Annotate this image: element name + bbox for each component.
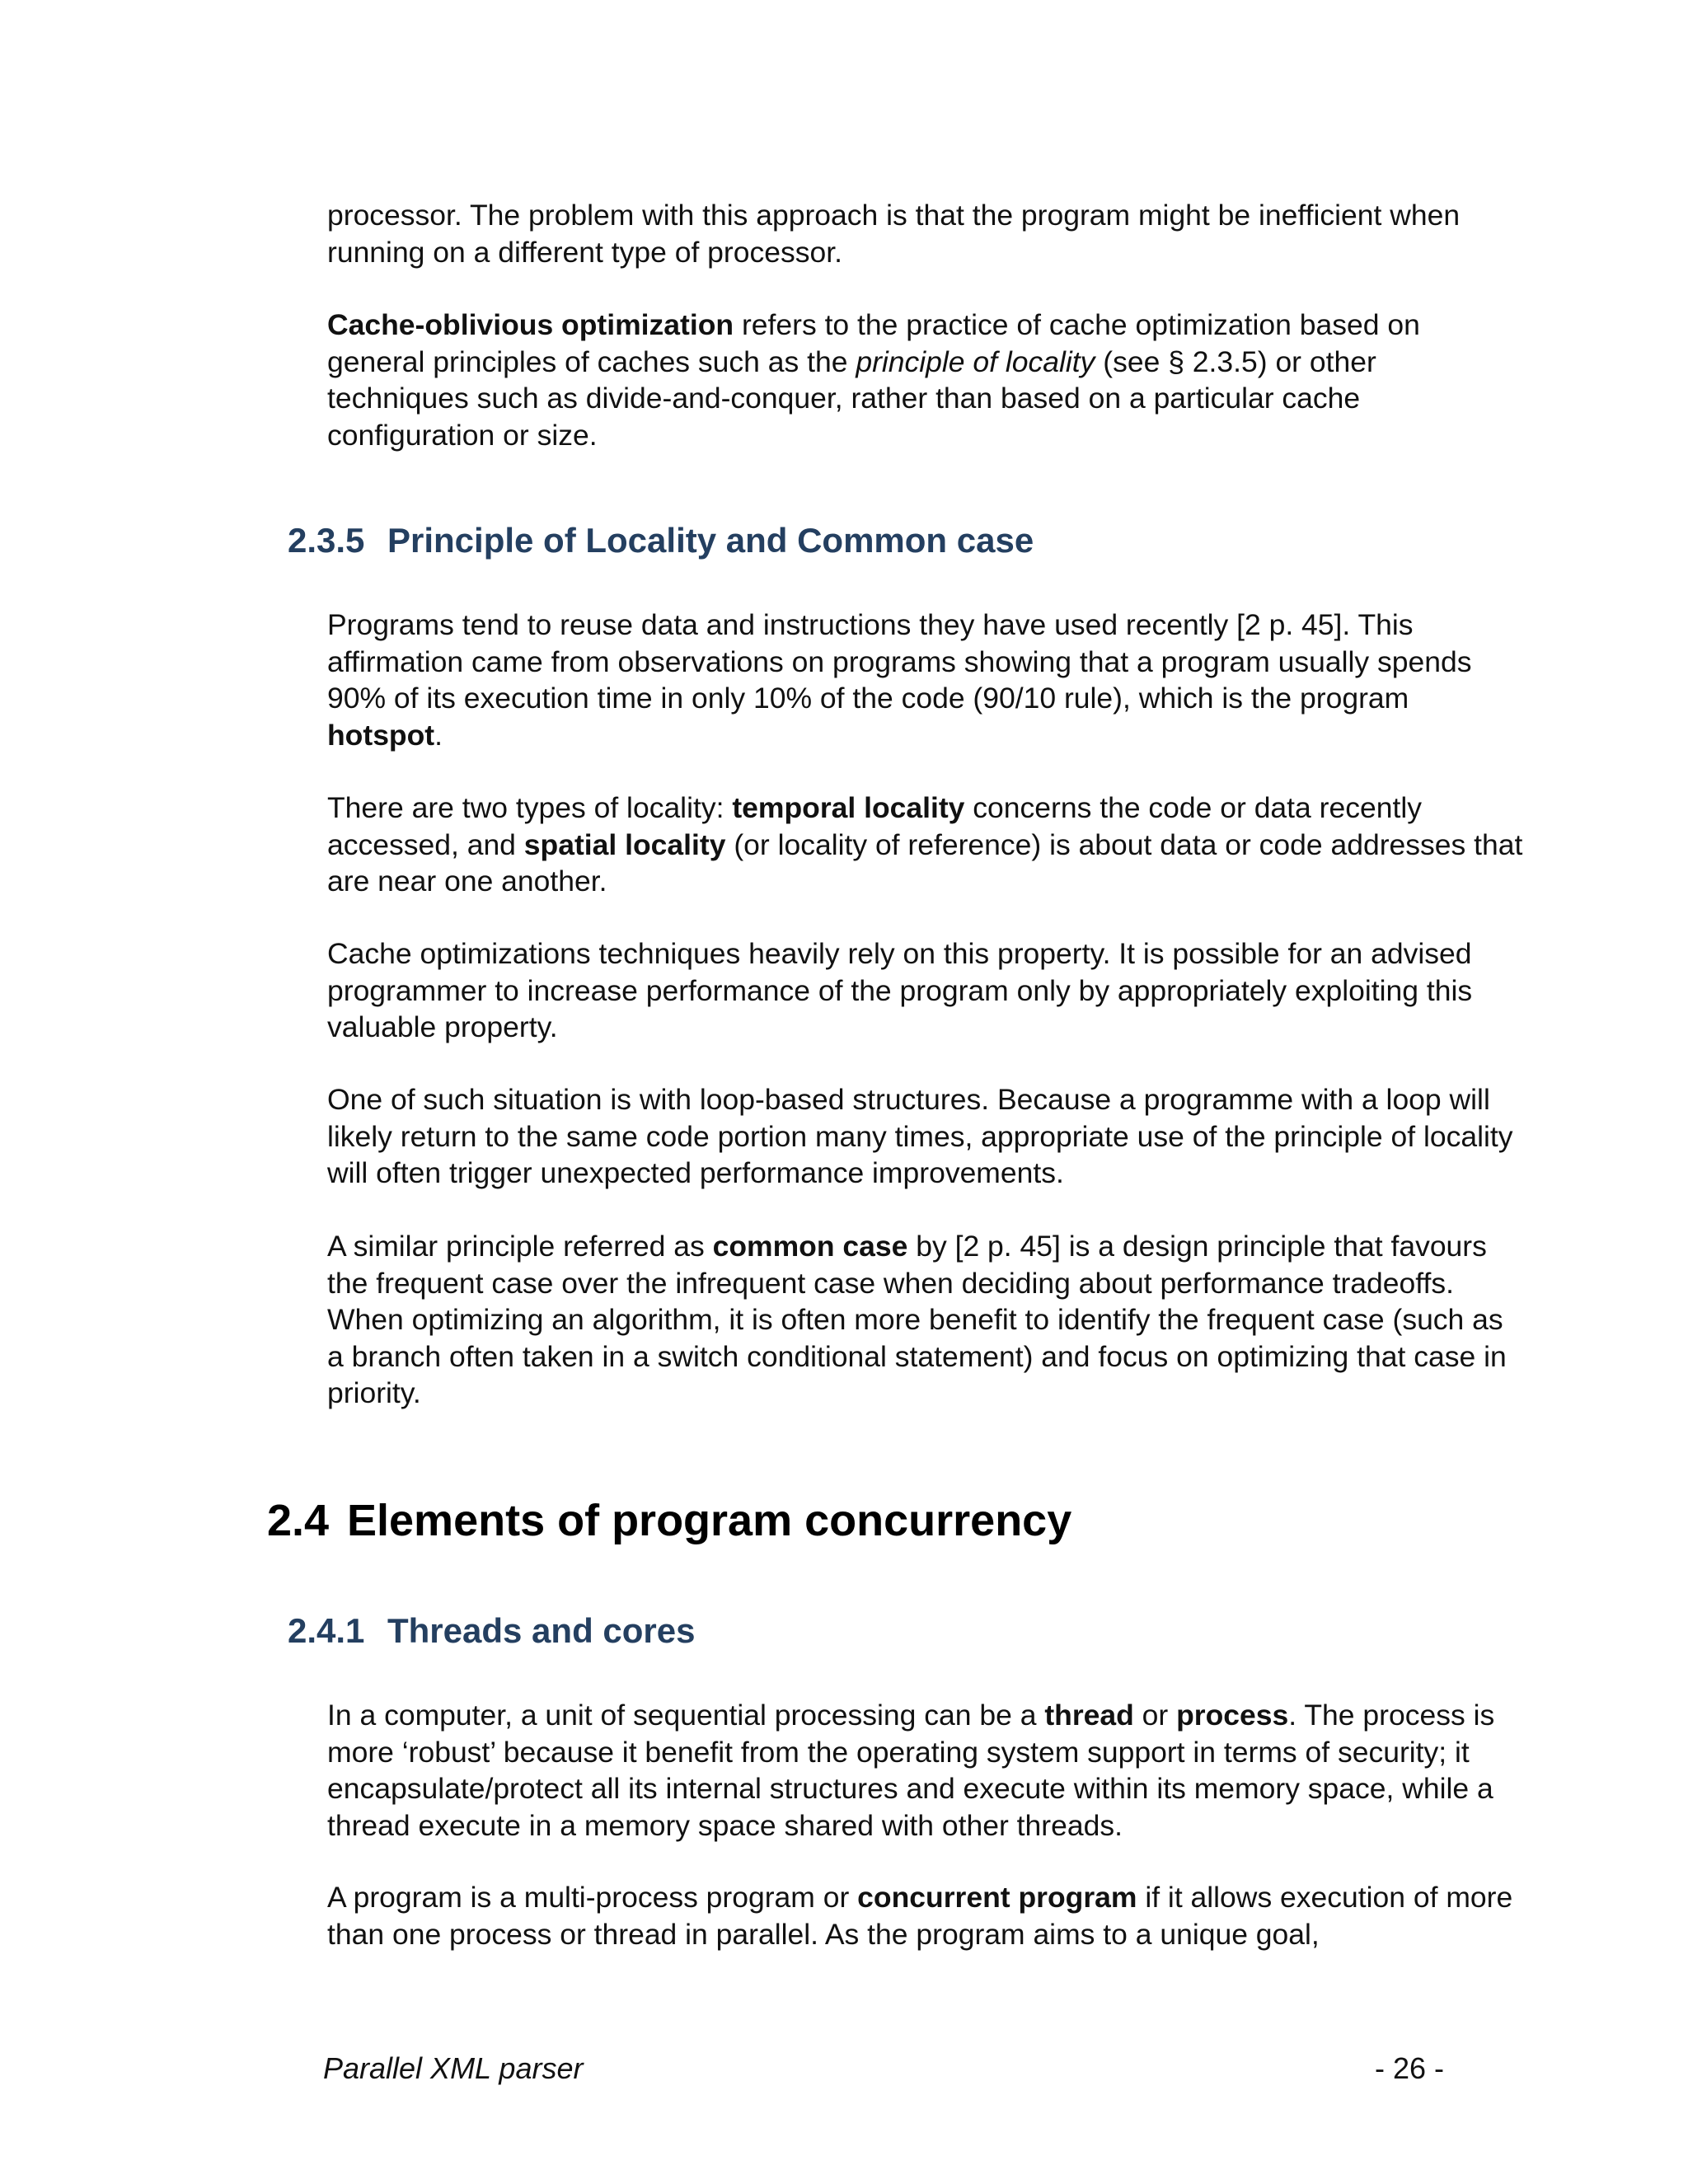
paragraph-threads xyxy=(327,1697,1535,1844)
bold-term: spatial locality xyxy=(523,827,726,861)
bold-term: Cache-oblivious optimization xyxy=(327,308,734,341)
section-heading-2-4 xyxy=(267,1494,1071,1547)
text-run: concerns the code or data recently accessed, and xyxy=(327,791,1422,861)
footer-page-number: - 26 - xyxy=(1375,2051,1445,2085)
text-line: running on a different type of processor. xyxy=(327,235,842,269)
bold-term: hotspot xyxy=(327,718,435,752)
paragraph-cache-optimizations xyxy=(327,935,1498,1046)
text-run: (or locality of reference) is about data or code addresses that are near one another. xyxy=(327,827,1523,898)
text-run: refers to the practice of cache optimization based on general principles of caches such as the xyxy=(327,308,1420,378)
text-line: processor. The problem with this approach is that the program might be inefficient when xyxy=(327,199,1461,232)
section-heading-2-4-1 xyxy=(288,1610,695,1652)
section-heading-2-3-5 xyxy=(288,520,1034,561)
paragraph-concurrent-program xyxy=(327,1879,1531,1952)
text-run: One of such situation is with loop-based structures. Because a programme with a loop will likely return to the same code portion many times, appropriate use of the principle of locality will often trigger unexpected performance improvements. xyxy=(327,1083,1513,1189)
text-run: Cache optimizations techniques heavily rely on this property. It is possible for an advised programmer to increase performance of the program only by appropriately exploiting this valuable property. xyxy=(327,937,1473,1043)
section-number: 2.4 xyxy=(267,1496,330,1545)
text-run: There are two types of locality: xyxy=(327,791,733,824)
section-title: Principle of Locality and Common case xyxy=(387,521,1034,560)
bold-term: thread xyxy=(1044,1699,1134,1732)
bold-term: temporal locality xyxy=(732,791,965,824)
paragraph-intro xyxy=(327,197,1547,270)
paragraph-cache-oblivious xyxy=(327,307,1489,453)
paragraph-loop-structures xyxy=(327,1081,1547,1192)
paragraph-common-case xyxy=(327,1228,1514,1412)
text-run: A similar principle referred as xyxy=(327,1230,713,1263)
bold-term: concurrent program xyxy=(857,1881,1137,1914)
bold-term: common case xyxy=(712,1230,908,1263)
bold-term: process xyxy=(1176,1699,1289,1732)
section-title: Elements of program concurrency xyxy=(347,1496,1072,1545)
text-run: . The process is more ‘robust’ because it benefit from the operating system support in terms of security; it encapsulate/protect all its internal structures and execute within its memory space, while a thread execute in a memory space shared with other threads. xyxy=(327,1699,1495,1842)
section-title: Threads and cores xyxy=(387,1611,696,1650)
text-run: A program is a multi-process program or xyxy=(327,1881,858,1914)
section-number: 2.4.1 xyxy=(288,1611,365,1650)
text-run: or xyxy=(1133,1699,1177,1732)
text-run: In a computer, a unit of sequential processing can be a xyxy=(327,1699,1045,1732)
text-run: Programs tend to reuse data and instructions they have used recently [2 p. 45]. This affirmation came from observations on programs showing that a program usually spends 90% of its execution time in only 10% of the code (90/10 rule), which is the program xyxy=(327,608,1472,715)
text-run: . xyxy=(434,718,443,752)
text-run: if it allows execution of more than one process or thread in parallel. As the program aims to a unique goal, xyxy=(327,1881,1513,1951)
paragraph-locality-types xyxy=(327,790,1547,900)
section-number: 2.3.5 xyxy=(288,521,365,560)
footer-document-title: Parallel XML parser xyxy=(323,2051,584,2085)
text-run: by [2 p. 45] is a design principle that favours the frequent case over the infrequent case when deciding about performance tradeoffs. When optimizing an algorithm, it is often more benefit to identify the frequent case (such as a branch often taken in a switch conditional statement) and focus on optimizing that case in priority. xyxy=(327,1230,1507,1409)
paragraph-reuse xyxy=(327,607,1481,753)
italic-term: principle of locality xyxy=(856,344,1095,378)
text-run: (see § 2.3.5) or other techniques such as divide-and-conquer, rather than based on a particular cache configuration or size. xyxy=(327,344,1376,452)
